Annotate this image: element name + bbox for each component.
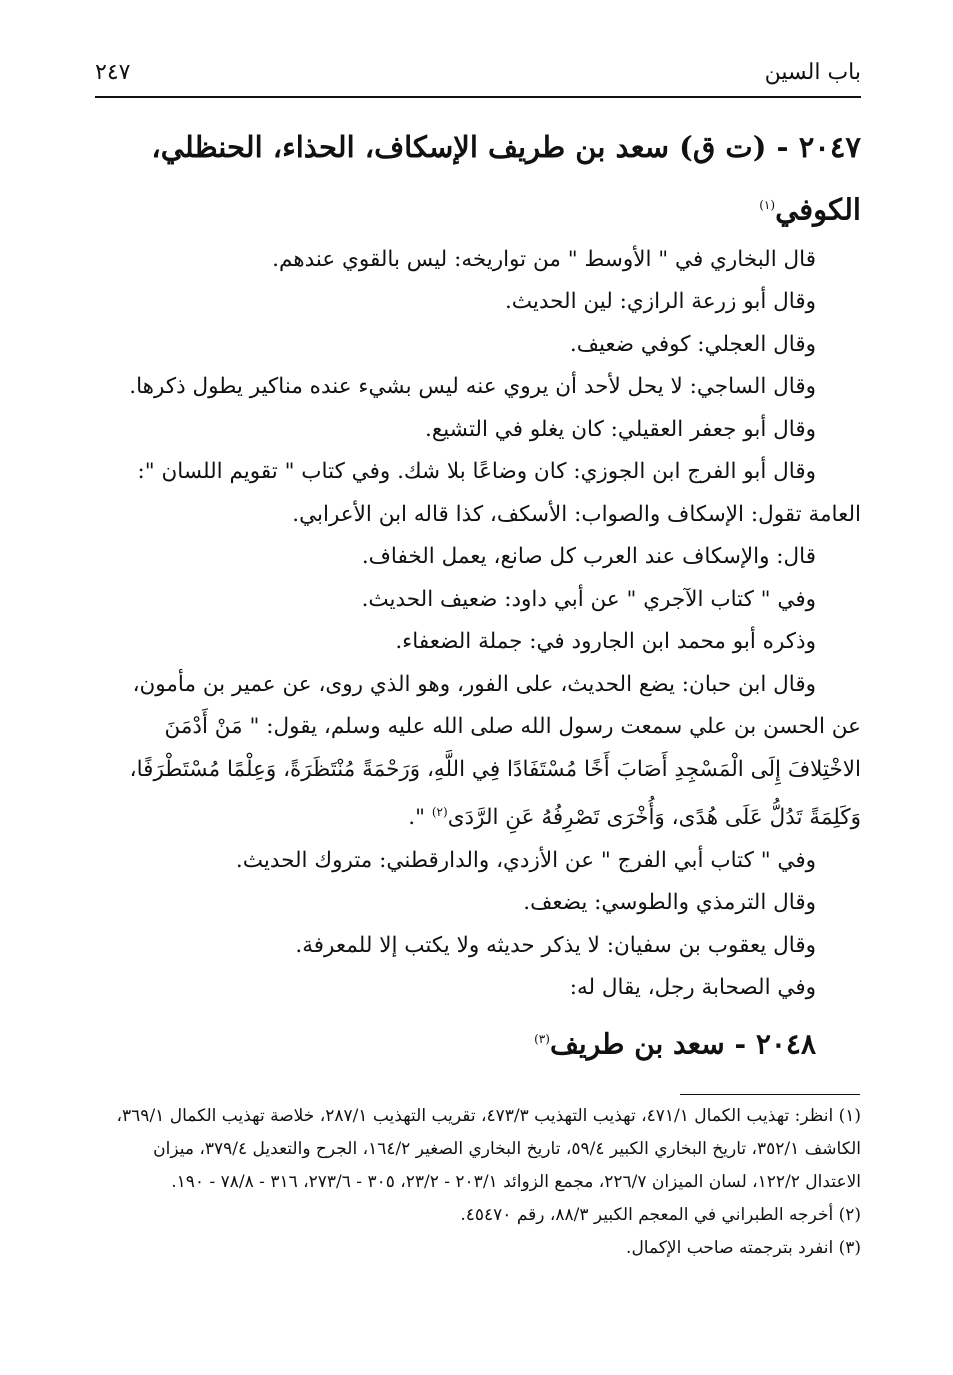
footnote-separator [680, 1094, 860, 1095]
footnote-3: (٣) انفرد بترجمته صاحب الإكمال. [626, 1238, 861, 1258]
page-number: ٢٤٧ [95, 60, 131, 85]
paragraph-bukhari: قال البخاري في " الأوسط " من تواريخه: ليس بالقوي عندهم. [272, 246, 816, 272]
footnote-2: (٢) أخرجه الطبراني في المعجم الكبير ٨٨/٣، رقم ٤٥٤٧٠. [460, 1205, 861, 1225]
paragraph-uqayli: وقال أبو جعفر العقيلي: كان يغلو في التشيع. [425, 416, 816, 442]
footnote-ref-3: (٣) [534, 1031, 550, 1046]
header-rule [95, 96, 861, 98]
entry-heading-line-1: ٢٠٤٧ - (ت ق) سعد بن طريف الإسكاف، الحذاء، الحنظلي، [151, 130, 861, 164]
paragraph-ijli: وقال العجلي: كوفي ضعيف. [569, 331, 816, 357]
footnote-ref-2: (٢) [431, 805, 448, 820]
paragraph-abu-zura: وقال أبو زرعة الرازي: لين الحديث. [504, 289, 816, 315]
main-text [95, 118, 861, 1069]
hadith-close: ". [408, 805, 432, 831]
paragraph-hadith-line-2: الاخْتِلافَ إِلَى الْمَسْجِدِ أَصَابَ أَخًا مُسْتَفَادًا فِي اللَّهِ، وَرَحْمَةً مُنْتَظَرَةً، وَعِلْمًا مُسْتَطْرَفًا، [129, 756, 861, 782]
entry-heading-line-2 [95, 176, 861, 239]
footnote-1: (١) انظر: تهذيب الكمال ٤٧١/١، تهذيب التهذيب ٤٧٣/٣، تقريب التهذيب ٢٨٧/١، خلاصة تهذيب الكمال ٣٦٩/١، الكاشف ٣٥٢/١، تاريخ البخاري الكبير ٥٩/٤، تاريخ البخاري الصغير ١٦٤/٢، الجرح والتعديل ٣٧٩/٤، ميزان الاعتدال ١٢٢/٢، لسان الميزان ٢٢٦/٧، مجمع الزوائد ٢٠٣/١ - ٢٣/٢، ٣٠٥ - ٢٧٣/٦، ٣١٦ - ٧٨/٨ - ١٩٠. [116, 1106, 861, 1192]
hadith-text: وَكَلِمَةً تَدُلُّ عَلَى هُدًى، وَأُخْرَى تَصْرِفُهُ عَنِ الرَّدَى [447, 805, 861, 831]
footnotes [95, 1100, 861, 1265]
paragraph-hadith-line-3 [95, 791, 861, 840]
entry-heading-2048-text: ٢٠٤٨ - سعد بن طريف [549, 1027, 816, 1061]
paragraph-ibn-jawzi-cont: العامة تقول: الإسكاف والصواب: الأسكف، كذا قاله ابن الأعرابي. [292, 501, 861, 527]
entry-heading-2048 [95, 1014, 861, 1069]
paragraph-ibn-hibban: وقال ابن حبان: يضع الحديث، على الفور، وهو الذي روى، عن عمير بن مأمون، [132, 671, 816, 697]
paragraph-saji: وقال الساجي: لا يحل لأحد أن يروي عنه ليس بشيء عنده مناكير يطول ذكرها. [129, 374, 816, 400]
paragraph-hadith-line-1: عن الحسن بن علي سمعت رسول الله صلى الله عليه وسلم، يقول: " مَنْ أَدْمَنَ [164, 714, 861, 740]
paragraph-abu-faraj: وفي " كتاب أبي الفرج " عن الأزدي، والدارقطني: متروك الحديث. [235, 847, 816, 873]
page-header [95, 58, 861, 98]
footnote-ref-1: (١) [759, 198, 776, 212]
running-title: باب السين [764, 60, 861, 85]
entry-heading-2047 [95, 118, 861, 239]
paragraph-ibn-jawzi: وقال أبو الفرج ابن الجوزي: كان وضاعًا بلا شك. وفي كتاب " تقويم اللسان ": [137, 459, 816, 485]
paragraph-iskaf: قال: والإسكاف عند العرب كل صانع، يعمل الخفاف. [361, 544, 816, 570]
paragraph-tirmidhi: وقال الترمذي والطوسي: يضعف. [523, 890, 816, 916]
paragraph-ajurri: وفي " كتاب الآجري " عن أبي داود: ضعيف الحديث. [361, 586, 816, 612]
paragraph-sahaba: وفي الصحابة رجل، يقال له: [569, 975, 816, 1001]
paragraph-ibn-jarud: وذكره أبو محمد ابن الجارود في: جملة الضعفاء. [395, 629, 816, 655]
entry-heading-name: الكوفي [775, 192, 861, 227]
paragraph-yaqub: وقال يعقوب بن سفيان: لا يذكر حديثه ولا يكتب إلا للمعرفة. [295, 932, 816, 958]
